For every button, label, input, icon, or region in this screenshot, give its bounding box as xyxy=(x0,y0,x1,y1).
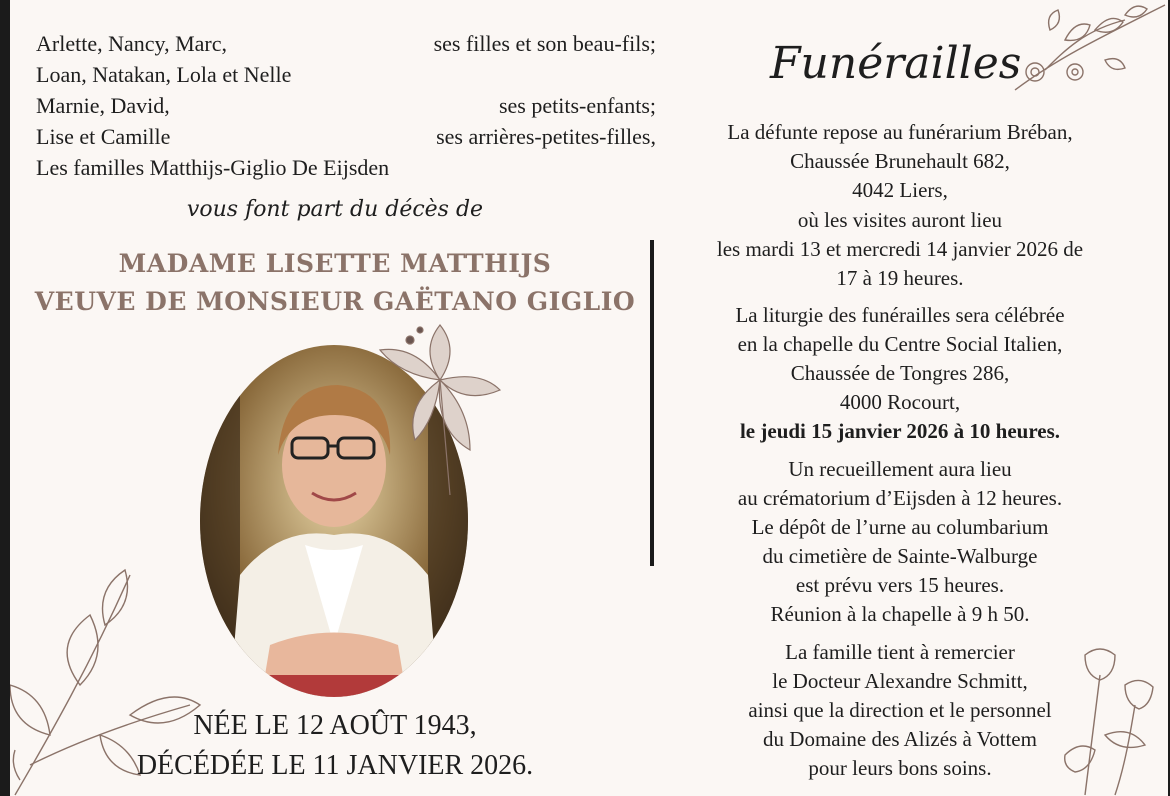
family-relation: ses petits-enfants; xyxy=(498,93,656,118)
birth-date: NÉE LE 12 AOÛT 1943, xyxy=(193,710,477,741)
thanks-line: le Docteur Alexandre Schmitt, xyxy=(772,669,1028,693)
funeral-title: Funérailles xyxy=(770,38,1022,89)
family-names: Marnie, David, xyxy=(36,93,170,118)
cremation-line: Le dépôt de l’urne au columbarium xyxy=(751,515,1049,539)
liturgy-line: 4000 Rocourt, xyxy=(839,390,961,414)
thanks-line: La famille tient à remercier xyxy=(785,640,1015,664)
visit-line: les mardi 13 et mercredi 14 janvier 2026 de xyxy=(716,237,1084,261)
thanks-line: du Domaine des Alizés à Vottem xyxy=(763,727,1037,751)
floral-corner-icon xyxy=(1005,0,1168,100)
family-names: Lise et Camille xyxy=(36,124,171,149)
family-names: Arlette, Nancy, Marc, xyxy=(36,31,227,56)
liturgy-line: en la chapelle du Centre Social Italien, xyxy=(737,332,1063,356)
thanks-line: ainsi que la direction et le personnel xyxy=(748,698,1052,722)
family-relation: ses filles et son beau-fils; xyxy=(433,31,656,56)
announcement-text: vous font part du décès de xyxy=(186,197,484,222)
visit-line: 17 à 19 heures. xyxy=(836,266,964,290)
cremation-line: au crématorium d’Eijsden à 12 heures. xyxy=(737,486,1063,510)
visit-line: La défunte repose au funérarium Bréban, xyxy=(727,120,1073,144)
thanks-line: pour leurs bons soins. xyxy=(808,756,992,780)
family-relation: ses arrières-petites-filles, xyxy=(436,124,656,149)
liturgy-line: La liturgie des funérailles sera célébrée xyxy=(735,303,1065,327)
cremation-line: Un recueillement aura lieu xyxy=(788,457,1012,481)
family-names: Les familles Matthijs-Giglio De Eijsden xyxy=(36,155,390,180)
deceased-name: MADAME LISETTE MATTHIJS xyxy=(118,249,552,278)
cremation-line: est prévu vers 15 heures. xyxy=(795,573,1005,597)
obituary-card xyxy=(10,0,1168,796)
cremation-line: Réunion à la chapelle à 9 h 50. xyxy=(770,602,1030,626)
floral-branch-icon xyxy=(370,320,510,500)
visit-line: Chaussée Brunehault 682, xyxy=(790,149,1010,173)
visit-line: où les visites auront lieu xyxy=(797,208,1003,232)
family-names: Loan, Natakan, Lola et Nelle xyxy=(36,62,292,87)
death-date: DÉCÉDÉE LE 11 JANVIER 2026. xyxy=(136,750,534,781)
deceased-widow-of: VEUVE DE MONSIEUR GAËTANO GIGLIO xyxy=(34,287,636,316)
divider xyxy=(650,240,654,566)
visit-line: 4042 Liers, xyxy=(852,178,948,202)
cremation-line: du cimetière de Sainte-Walburge xyxy=(762,544,1038,568)
liturgy-date: le jeudi 15 janvier 2026 à 10 heures. xyxy=(739,419,1061,443)
liturgy-line: Chaussée de Tongres 286, xyxy=(790,361,1010,385)
